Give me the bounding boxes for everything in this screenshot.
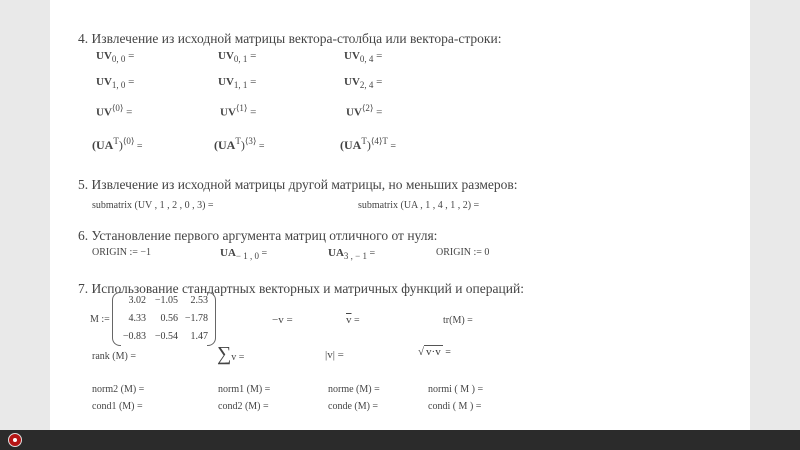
sqrt-vv-expr: √ v·v =: [418, 346, 451, 358]
uat-col3-expr: $(UA^T)^{⟨3⟩}$ =: [214, 136, 265, 152]
condi-expr: condi ( M ) =: [428, 401, 482, 412]
matrix-m: [112, 290, 216, 346]
norme-expr: norme (M) =: [328, 384, 380, 395]
matrix-cell: 0.56: [160, 313, 178, 324]
slide: [50, 0, 750, 430]
uv-col2-expr: $UV^{⟨2⟩}$ =: [346, 103, 383, 119]
cond2-expr: cond2 (M) =: [218, 401, 269, 412]
sum-expr: ∑v =: [217, 343, 245, 365]
uv-04-expr: $UV_{0, 4}$ =: [344, 50, 383, 65]
m-assign-label: M :=: [90, 314, 110, 325]
norm2-expr: norm2 (M) =: [92, 384, 145, 395]
uv-01-expr: $UV_{0, 1}$ =: [218, 50, 257, 65]
bottom-bar: [0, 430, 800, 450]
section7-heading: 7. Использование стандартных векторных и матричных функций и операций:: [78, 281, 524, 296]
neg-v-expr: −v =: [272, 314, 293, 326]
norm1-expr: norm1 (M) =: [218, 384, 271, 395]
origin-0-expr: ORIGIN := 0: [436, 247, 490, 258]
normi-expr: normi ( M ) =: [428, 384, 484, 395]
uv-col0-expr: $UV^{⟨0⟩}$ =: [96, 103, 133, 119]
submatrix-ua-expr: submatrix (UA , 1 , 4 , 1 , 2) =: [358, 200, 480, 211]
ua2-index-expr: $UA_{3 , - 1}$ =: [328, 247, 376, 262]
uv-00-expr: $UV_{0, 0}$ =: [96, 50, 135, 65]
matrix-cell: −1.78: [184, 313, 208, 324]
submatrix-uv-expr: submatrix (UV , 1 , 2 , 0 , 3) =: [92, 200, 214, 211]
uv-col1-expr: $UV^{⟨1⟩}$ =: [220, 103, 257, 119]
matrix-cell: 2.53: [190, 295, 208, 306]
matrix-cell: 3.02: [128, 295, 146, 306]
uat-col4t-expr: $(UA^T)^{⟨4⟩T}$ =: [340, 136, 396, 152]
matrix-cell: −0.83: [122, 331, 146, 342]
section6-heading: 6. Установление первого аргумента матриц отличного от нуля:: [78, 228, 438, 243]
uat-col0-expr: $(UA^T)^{⟨0⟩}$ =: [92, 136, 143, 152]
origin-neg1-expr: ORIGIN := −1: [92, 247, 152, 258]
matrix-right-paren: [207, 292, 216, 346]
vbar-expr: $\overline{v}$ =: [346, 314, 360, 326]
trace-expr: tr(M) =: [443, 315, 473, 326]
matrix-cell: 1.47: [190, 331, 208, 342]
conde-expr: conde (M) =: [328, 401, 379, 412]
red-circle-logo-icon: [8, 433, 22, 447]
matrix-cell: −0.54: [154, 331, 178, 342]
abs-v-expr: |v| =: [325, 349, 344, 361]
cond1-expr: cond1 (M) =: [92, 401, 143, 412]
uv-10-expr: $UV_{1, 0}$ =: [96, 76, 135, 91]
section5-heading: 5. Извлечение из исходной матрицы другой матрицы, но меньших размеров:: [78, 177, 518, 192]
uv-24-expr: $UV_{2, 4}$ =: [344, 76, 383, 91]
rank-expr: rank (M) =: [92, 351, 136, 362]
matrix-cell: −1.05: [154, 295, 178, 306]
section4-heading: 4. Извлечение из исходной матрицы вектора-столбца или вектора-строки:: [78, 31, 502, 46]
uv-11-expr: $UV_{1, 1}$ =: [218, 76, 257, 91]
matrix-cell: 4.33: [128, 313, 146, 324]
ua-index-expr: $UA_{- 1 , 0}$ =: [220, 247, 268, 262]
